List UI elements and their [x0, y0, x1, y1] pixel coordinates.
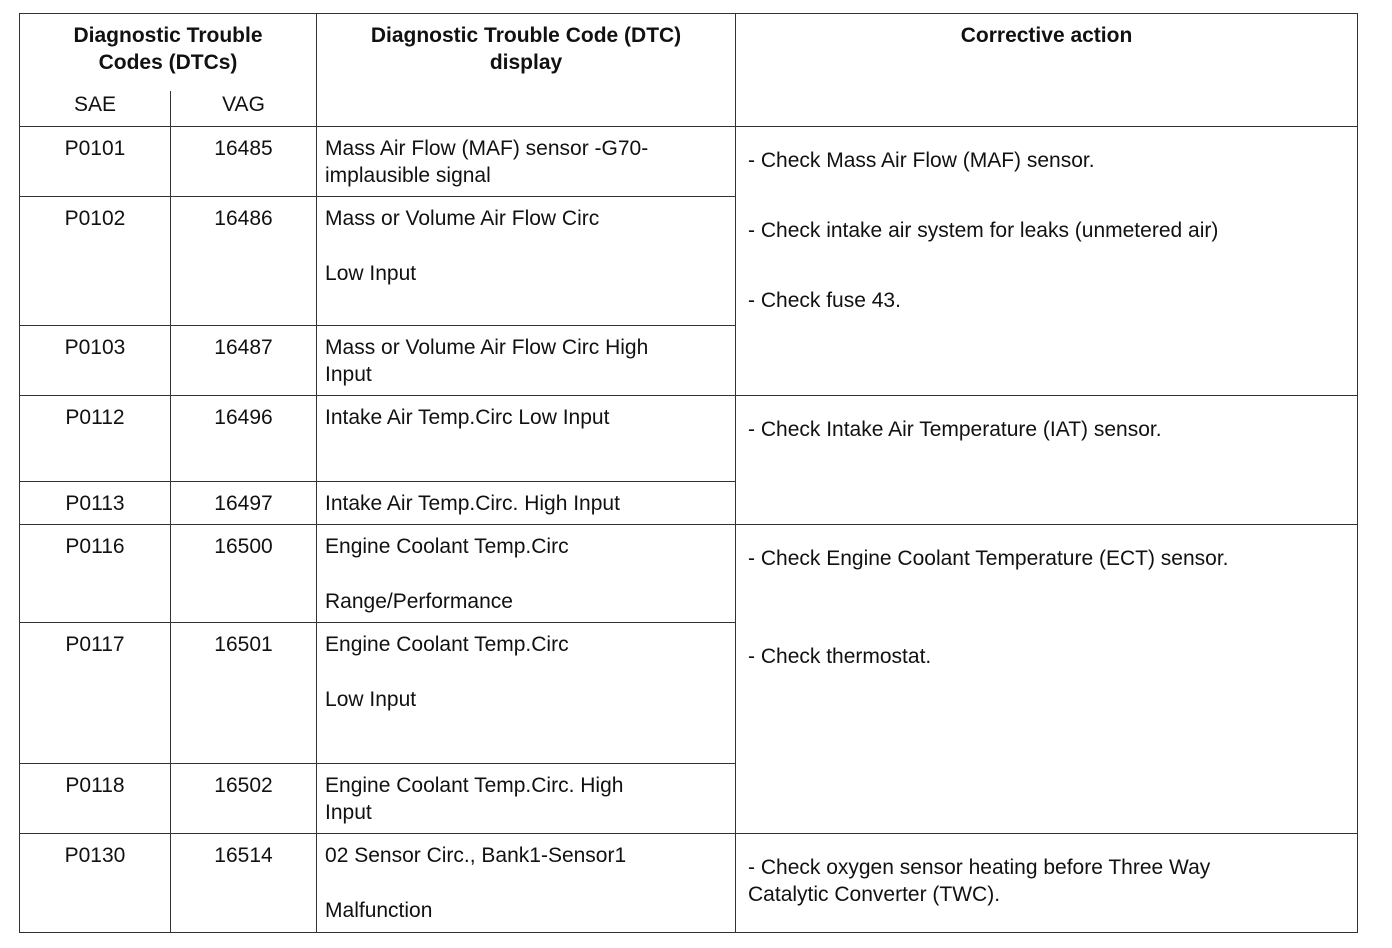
dtc-table [19, 13, 1358, 933]
vag-header: VAG [171, 91, 317, 127]
corrective-action-o2: - Check oxygen sensor heating before Three Way Catalytic Converter (TWC). [736, 834, 1358, 933]
sae-code: P0117 [20, 623, 171, 764]
vag-code: 16500 [171, 525, 317, 623]
sae-code: P0101 [20, 127, 171, 197]
vag-code: 16485 [171, 127, 317, 197]
corrective-action-ect: - Check Engine Coolant Temperature (ECT) sensor. - Check thermostat. [736, 525, 1358, 834]
dtc-display-text: Intake Air Temp.Circ. High Input [317, 482, 736, 525]
vag-code: 16514 [171, 834, 317, 933]
vag-code: 16497 [171, 482, 317, 525]
sae-header: SAE [20, 91, 171, 127]
dtc-display-text: Engine Coolant Temp.Circ. High Input [317, 764, 736, 834]
vag-code: 16502 [171, 764, 317, 834]
table-row [20, 396, 1358, 482]
dtc-display-text: Engine Coolant Temp.Circ Low Input [317, 623, 736, 764]
vag-code: 16486 [171, 197, 317, 326]
vag-code: 16496 [171, 396, 317, 482]
dtc-display-header: Diagnostic Trouble Code (DTC) display [317, 14, 736, 127]
dtc-display-text: Intake Air Temp.Circ Low Input [317, 396, 736, 482]
sae-code: P0102 [20, 197, 171, 326]
sae-code: P0118 [20, 764, 171, 834]
sae-code: P0130 [20, 834, 171, 933]
sae-code: P0116 [20, 525, 171, 623]
vag-code: 16487 [171, 326, 317, 396]
vag-code: 16501 [171, 623, 317, 764]
table-row [20, 127, 1358, 197]
corrective-action-iat: - Check Intake Air Temperature (IAT) sensor. [736, 396, 1358, 525]
sae-code: P0112 [20, 396, 171, 482]
table-row [20, 525, 1358, 623]
dtc-display-text: Mass Air Flow (MAF) sensor -G70- implausible signal [317, 127, 736, 197]
dtc-display-text: Mass or Volume Air Flow Circ High Input [317, 326, 736, 396]
corrective-action-header: Corrective action [736, 14, 1358, 127]
table-row [20, 834, 1358, 933]
sae-code: P0113 [20, 482, 171, 525]
dtc-group-header: Diagnostic Trouble Codes (DTCs) [20, 14, 317, 91]
sae-code: P0103 [20, 326, 171, 396]
dtc-display-text: Mass or Volume Air Flow Circ Low Input [317, 197, 736, 326]
corrective-action-maf: - Check Mass Air Flow (MAF) sensor. - Check intake air system for leaks (unmetered air) - Check fuse 43. [736, 127, 1358, 396]
dtc-display-text: Engine Coolant Temp.Circ Range/Performance [317, 525, 736, 623]
dtc-display-text: 02 Sensor Circ., Bank1-Sensor1 Malfunction [317, 834, 736, 933]
